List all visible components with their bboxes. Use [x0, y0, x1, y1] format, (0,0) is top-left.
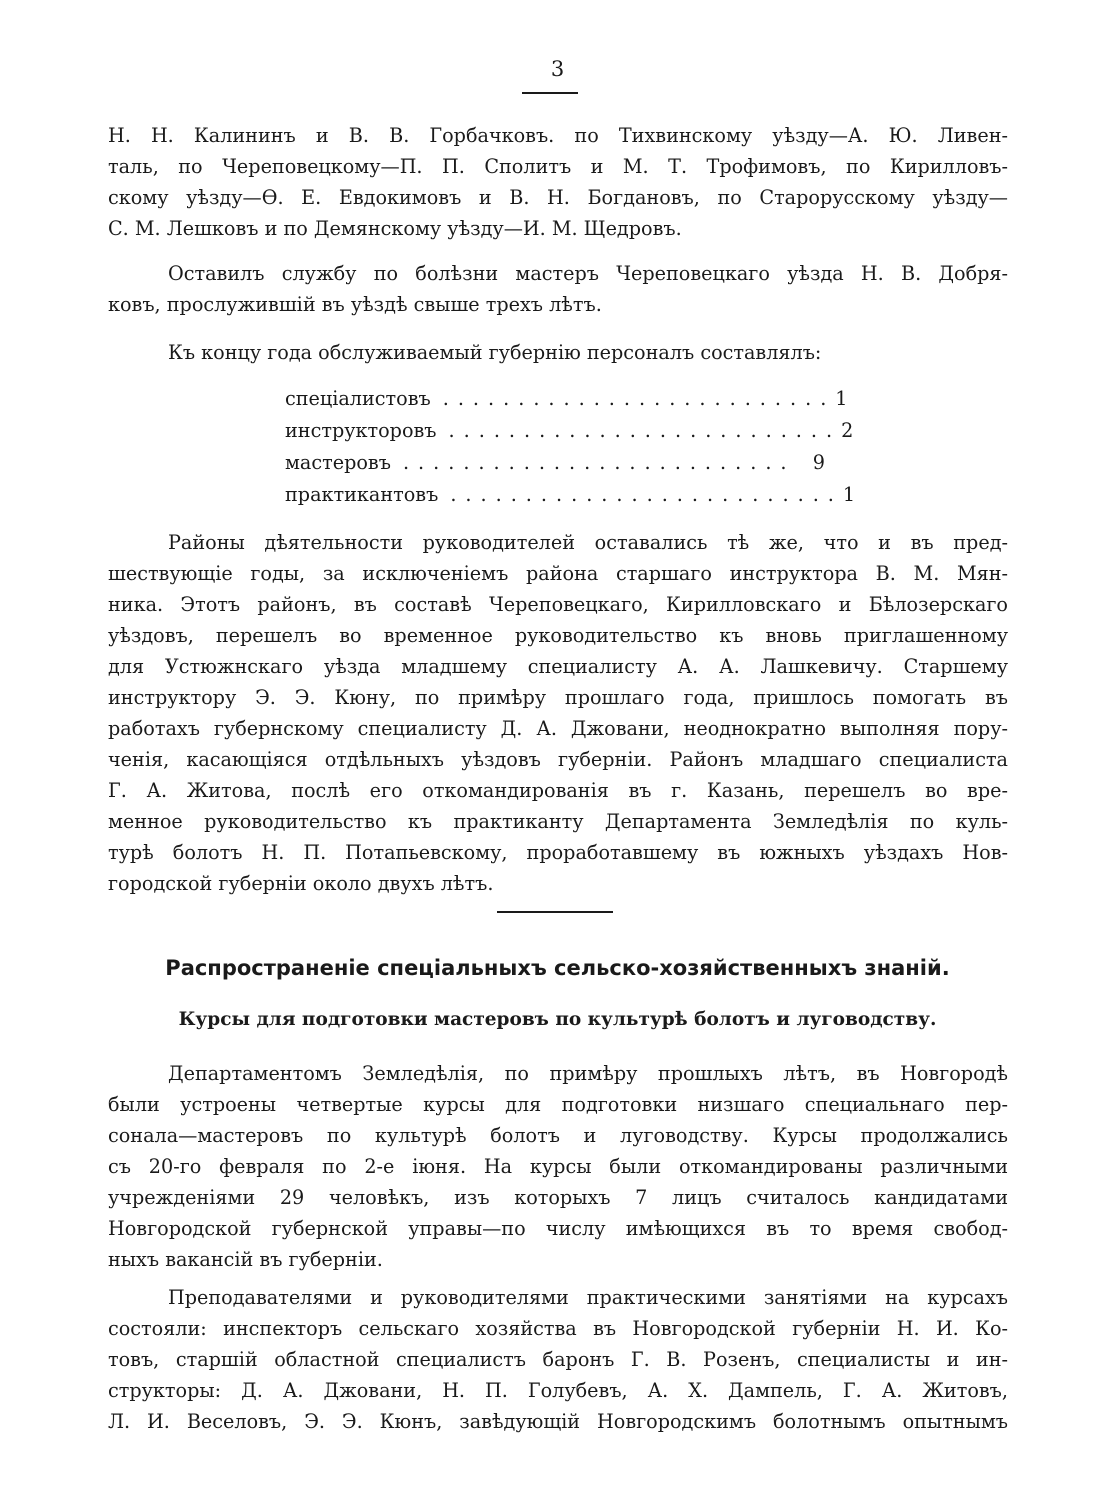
- text-line: съ 20-го февраля по 2-е іюня. На курсы были откомандированы различными: [108, 1155, 1008, 1178]
- text-line: Оставилъ службу по болѣзни мастеръ Череповецкаго уѣзда Н. В. Добря-: [168, 262, 1008, 285]
- table-row: [285, 447, 825, 479]
- text-line: сонала—мастеровъ по культурѣ болотъ и луговодству. Курсы продолжались: [108, 1124, 1008, 1147]
- page-number: 3: [550, 57, 565, 81]
- staff-table: [285, 383, 856, 511]
- table-label: мастеровъ: [285, 451, 391, 474]
- text-line: учрежденіями 29 человѣкъ, изъ которыхъ 7 лицъ считалось кандидатами: [108, 1186, 1008, 1209]
- table-row: [285, 415, 854, 447]
- table-value: 9: [812, 451, 825, 474]
- text-line: Новгородской губернской управы—по числу имѣющихся въ то время свобод-: [108, 1217, 1008, 1240]
- table-row: [285, 479, 856, 511]
- section-divider: [497, 911, 613, 913]
- leader-dots: ..........................: [402, 451, 796, 474]
- paragraph-4: [108, 527, 1008, 899]
- table-value: 1: [835, 387, 848, 410]
- text-line: ковъ, прослужившій въ уѣздѣ свыше трехъ лѣтъ.: [108, 293, 602, 316]
- text-line: таль, по Череповецкому—П. П. Сполитъ и М. Т. Трофимовъ, по Кирилловъ-: [108, 155, 1008, 178]
- text-line: инструктору Э. Э. Кюну, по примѣру прошлаго года, пришлось помогать въ: [108, 686, 1008, 709]
- text-line: ника. Этотъ районъ, въ составѣ Череповецкаго, Кирилловскаго и Бѣлозерскаго: [108, 593, 1008, 616]
- text-line: ныхъ вакансій въ губерніи.: [108, 1248, 383, 1271]
- leader-dots: ..........................: [450, 483, 843, 506]
- text-line: ченія, касающіяся отдѣльныхъ уѣздовъ губерніи. Районъ младшаго специалиста: [108, 748, 1008, 771]
- text-line: турѣ болотъ Н. П. Потапьевскому, проработавшему въ южныхъ уѣздахъ Нов-: [108, 841, 1008, 864]
- text-line: шествующіе годы, за исключеніемъ района старшаго инструктора В. М. Мян-: [108, 562, 1008, 585]
- text-line: Л. И. Веселовъ, Э. Э. Кюнъ, завѣдующій Новгородскимъ болотнымъ опытнымъ: [108, 1410, 1008, 1433]
- text-line: структоры: Д. А. Джовани, Н. П. Голубевъ, А. Х. Дампель, Г. А. Житовъ,: [108, 1379, 1008, 1402]
- text-line: для Устюжнскаго уѣзда младшему специалисту А. А. Лашкевичу. Старшему: [108, 655, 1008, 678]
- text-line: товъ, старшій областной специалистъ баронъ Г. В. Розенъ, специалисты и ин-: [108, 1348, 1008, 1371]
- text-line: Преподавателями и руководителями практическими занятіями на курсахъ: [168, 1286, 1008, 1309]
- text-line: Г. А. Житова, послѣ его откомандированія въ г. Казань, перешелъ во вре-: [108, 779, 1008, 802]
- subsection-title: Курсы для подготовки мастеровъ по культурѣ болотъ и луговодству.: [178, 1009, 937, 1030]
- table-value: 2: [841, 419, 854, 442]
- text-line: Районы дѣятельности руководителей оставались тѣ же, что и въ пред-: [168, 531, 1008, 554]
- table-row: [285, 383, 848, 415]
- text-line: были устроены четвертые курсы для подготовки низшаго специальнаго пер-: [108, 1093, 1008, 1116]
- text-line: скому уѣзду—Ѳ. Е. Евдокимовъ и В. Н. Богдановъ, по Старорусскому уѣзду—: [108, 186, 1008, 209]
- paragraph-6: [108, 1282, 1008, 1437]
- text-line: городской губерніи около двухъ лѣтъ.: [108, 872, 494, 895]
- leader-dots: ..........................: [448, 419, 842, 442]
- text-line: С. М. Лешковъ и по Демянскому уѣзду—И. М. Щедровъ.: [108, 217, 682, 240]
- section-title: Распространеніе спеціальныхъ сельско-хозяйственныхъ знаній.: [165, 956, 950, 980]
- table-label: инструкторовъ: [285, 419, 437, 442]
- text-line: работахъ губернскому специалисту Д. А. Джовани, неоднократно выполняя пору-: [108, 717, 1008, 740]
- paragraph-2: [108, 258, 1008, 320]
- paragraph-5: [108, 1058, 1008, 1275]
- table-value: 1: [842, 483, 856, 506]
- leader-dots: ..........................: [442, 387, 836, 410]
- page-number-rule: [522, 92, 578, 94]
- text-line: состояли: инспекторъ сельскаго хозяйства въ Новгородской губерніи Н. И. Ко-: [108, 1317, 1008, 1340]
- text-line: менное руководительство къ практиканту Департамента Земледѣлія по куль-: [108, 810, 1008, 833]
- table-label: практикантовъ: [285, 483, 439, 506]
- table-label: спеціалистовъ: [285, 387, 431, 410]
- text-line: Къ концу года обслуживаемый губернію персоналъ составлялъ:: [168, 341, 822, 364]
- text-line: Н. Н. Калининъ и В. В. Горбачковъ. по Тихвинскому уѣзду—А. Ю. Ливен-: [108, 124, 1008, 147]
- paragraph-1: [108, 120, 1008, 244]
- text-line: Департаментомъ Земледѣлія, по примѣру прошлыхъ лѣтъ, въ Новгородѣ: [168, 1062, 1008, 1085]
- paragraph-3: [108, 337, 1008, 368]
- text-line: уѣздовъ, перешелъ во временное руководительство къ вновь приглашенному: [108, 624, 1008, 647]
